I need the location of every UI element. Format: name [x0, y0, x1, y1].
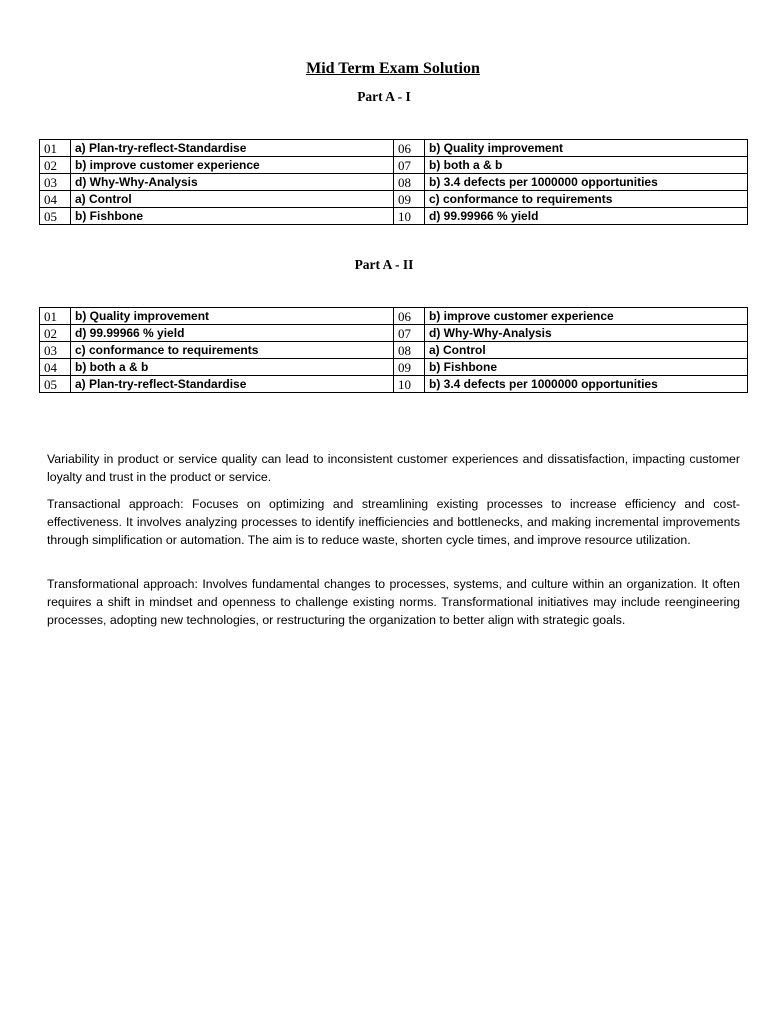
table-row	[40, 191, 748, 208]
question-number: 07	[394, 325, 425, 342]
question-number: 01	[40, 308, 71, 325]
question-number: 05	[40, 376, 71, 393]
table-row	[40, 342, 748, 359]
answer-cell: d) Why-Why-Analysis	[71, 174, 394, 191]
answer-cell: c) conformance to requirements	[425, 191, 748, 208]
question-number: 01	[40, 140, 71, 157]
answer-cell: c) conformance to requirements	[71, 342, 394, 359]
answer-cell: a) Control	[425, 342, 748, 359]
answer-cell: d) 99.99966 % yield	[71, 325, 394, 342]
answer-cell: d) 99.99966 % yield	[425, 208, 748, 225]
paragraph-variability: Variability in product or service quality can lead to inconsistent customer experiences and dissatisfaction, impacting customer loyalty and trust in the product or service.	[47, 452, 740, 484]
answer-cell: a) Control	[71, 191, 394, 208]
question-number: 09	[394, 191, 425, 208]
question-number: 03	[40, 342, 71, 359]
question-number: 08	[394, 342, 425, 359]
answer-cell: d) Why-Why-Analysis	[425, 325, 748, 342]
table-row	[40, 174, 748, 191]
answer-cell: b) 3.4 defects per 1000000 opportunities	[425, 174, 748, 191]
question-number: 02	[40, 157, 71, 174]
question-number: 10	[394, 208, 425, 225]
question-number: 07	[394, 157, 425, 174]
question-number: 09	[394, 359, 425, 376]
question-number: 04	[40, 191, 71, 208]
question-number: 08	[394, 174, 425, 191]
answer-cell: b) Fishbone	[425, 359, 748, 376]
paragraph-transformational-approach: Transformational approach: Involves fundamental changes to processes, systems, and culture within an organization. It often requires a shift in mindset and openness to challenge existing norms. Transformational initiatives may include reengineering processes, adopting new technologies, or restructuring the organization to better align with strategic goals.	[47, 577, 740, 627]
answer-cell: b) Quality improvement	[71, 308, 394, 325]
question-number: 06	[394, 140, 425, 157]
answer-cell: b) Quality improvement	[425, 140, 748, 157]
answer-cell: b) improve customer experience	[425, 308, 748, 325]
part-a-i-answer-table	[39, 139, 748, 225]
table-row	[40, 140, 748, 157]
answer-cell: b) improve customer experience	[71, 157, 394, 174]
question-number: 06	[394, 308, 425, 325]
answer-cell: b) both a & b	[71, 359, 394, 376]
answer-cell: b) 3.4 defects per 1000000 opportunities	[425, 376, 748, 393]
table-row	[40, 359, 748, 376]
table-row	[40, 157, 748, 174]
answer-cell: a) Plan-try-reflect-Standardise	[71, 376, 394, 393]
document-title: Mid Term Exam Solution	[306, 60, 480, 77]
table-row	[40, 308, 748, 325]
part-a-ii-answer-table	[39, 307, 748, 393]
table-row	[40, 208, 748, 225]
table-row	[40, 325, 748, 342]
question-number: 04	[40, 359, 71, 376]
table-row	[40, 376, 748, 393]
question-number: 02	[40, 325, 71, 342]
part-a-ii-heading: Part A - II	[354, 257, 414, 272]
question-number: 05	[40, 208, 71, 225]
answer-cell: b) both a & b	[425, 157, 748, 174]
part-a-i-heading: Part A - I	[357, 89, 411, 104]
answer-cell: a) Plan-try-reflect-Standardise	[71, 140, 394, 157]
answer-cell: b) Fishbone	[71, 208, 394, 225]
question-number: 03	[40, 174, 71, 191]
paragraph-transactional-approach: Transactional approach: Focuses on optimizing and streamlining existing processes to increase efficiency and cost-effectiveness. It involves analyzing processes to identify inefficiencies and bottlenecks, and making incremental improvements through simplification or automation. The aim is to reduce waste, shorten cycle times, and improve resource utilization.	[47, 497, 740, 547]
question-number: 10	[394, 376, 425, 393]
